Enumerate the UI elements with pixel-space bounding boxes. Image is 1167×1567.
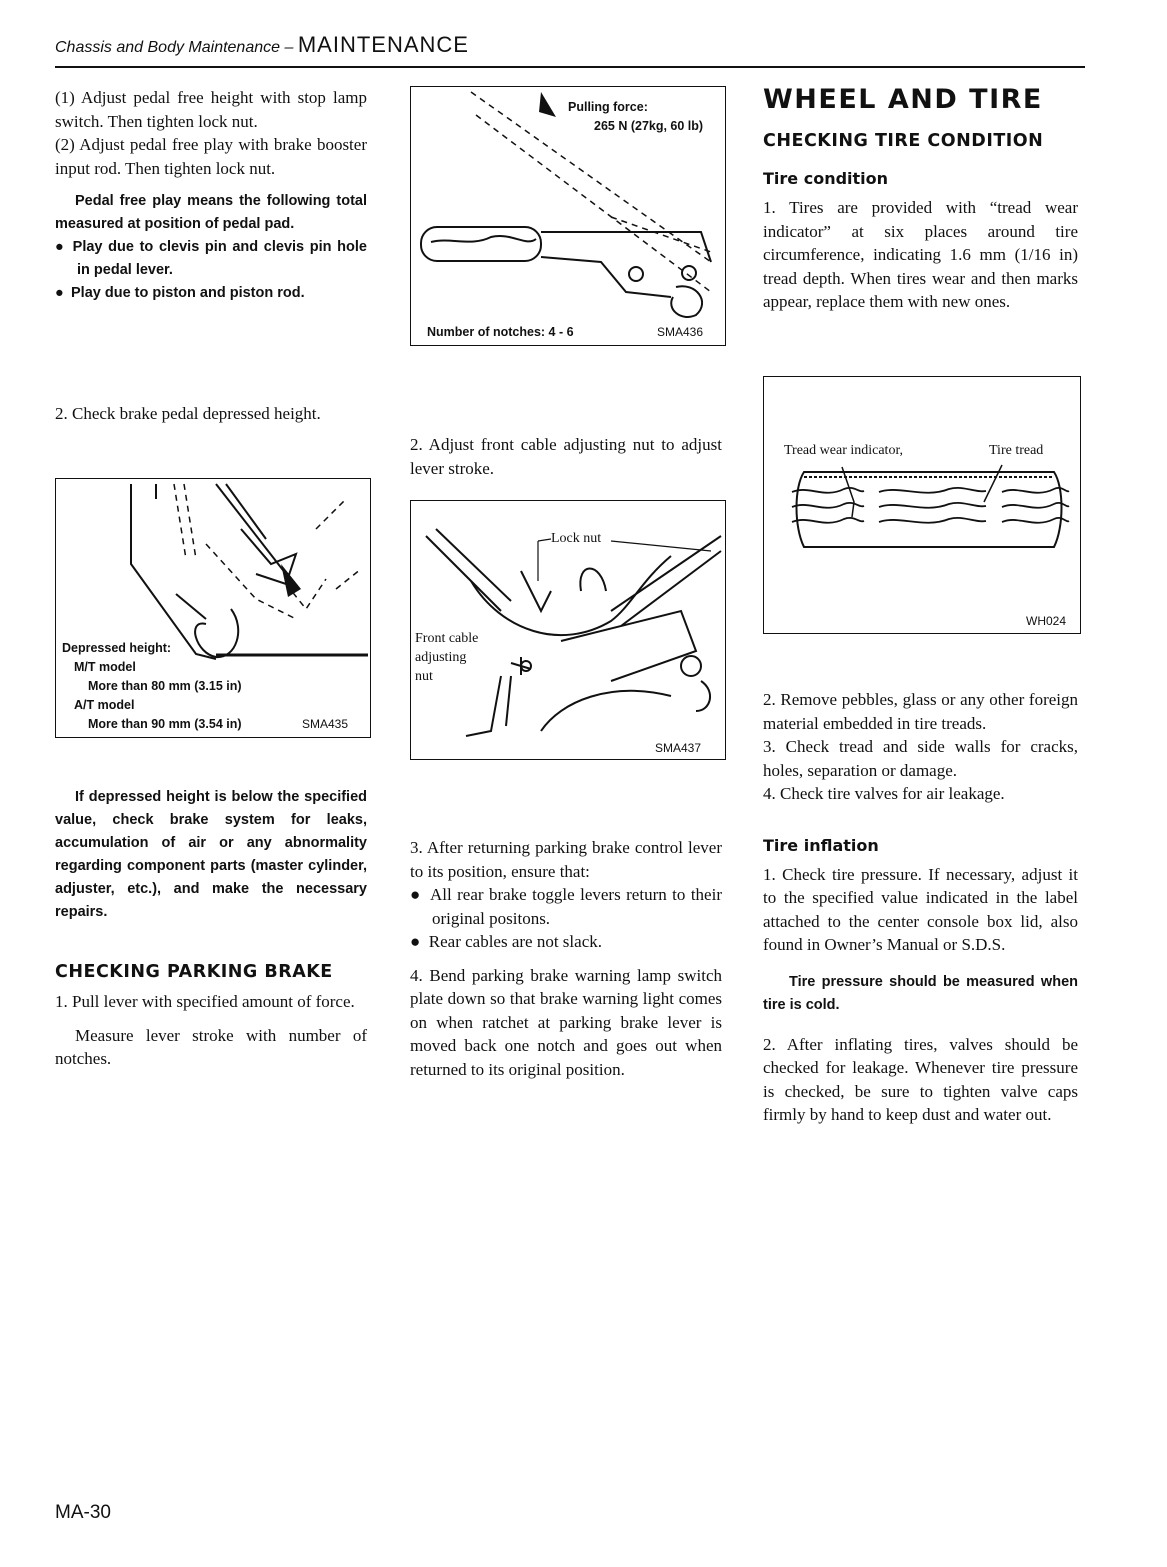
col3-top [763,84,1078,314]
section-title: MAINTENANCE [297,32,469,57]
page-header [55,32,469,58]
col1-step2 [55,402,367,426]
note-tire-cold: Tire pressure should be measured when tire is cold. [763,973,1078,1013]
figure-code-sma435: SMA435 [302,717,349,731]
heading-checking-tire: CHECKING TIRE CONDITION [763,131,1044,151]
bullet-toggle-levers: ● All rear brake toggle levers return to their original positons. [410,885,722,928]
para-pull-lever: 1. Pull lever with specified amount of force. [55,992,355,1011]
label-notches: Number of notches: 4 - 6 [427,325,574,339]
label-nut: nut [415,669,433,684]
label-mt-value: More than 80 mm (3.15 in) [88,679,242,693]
note-depressed-below: If depressed height is below the specified value, check brake system for leaks, accumulation of air or any abnormality regarding component parts (master cylinder, adjuster, etc.), and make the necessary repairs. [55,789,367,920]
figure-pedal-height [55,478,371,738]
para-adjust-front-cable: 2. Adjust front cable adjusting nut to adjust lever stroke. [410,435,722,478]
para-after-inflating: 2. After inflating tires, valves should be checked for leakage. Whenever tire pressure is checked, be sure to tighten valve caps firmly by hand to keep dust and water out. [763,1034,1078,1124]
para-check-depressed: 2. Check brake pedal depressed height. [55,404,321,423]
label-at-model: A/T model [74,698,135,712]
heading-parking-brake: CHECKING PARKING BRAKE [55,962,333,982]
figure-front-cable [410,500,726,760]
label-front-cable: Front cable [415,631,479,646]
para-adjust-free-height: (1) Adjust pedal free height with stop lamp switch. Then tighten lock nut. [55,88,367,131]
label-tire-tread: Tire tread [989,443,1044,458]
para-measure-stroke: Measure lever stroke with number of notches. [55,1025,367,1068]
bullet-piston: ● Play due to piston and piston rod. [55,285,305,301]
figure-lever-stroke [410,86,726,346]
section-name: Chassis and Body Maintenance – [55,39,294,56]
col2-step2 [410,433,722,480]
heading-tire-condition: Tire condition [763,169,889,188]
figure-tire-tread [763,376,1081,634]
para-check-tread: 3. Check tread and side walls for cracks, holes, separation or damage. [763,737,1078,780]
para-bend-switch-plate: 4. Bend parking brake warning lamp switch plate down so that brake warning light comes on when ratchet at parking brake lever is moved back one notch and goes out when returned to its original position. [410,965,722,1079]
heading-wheel-tire: WHEEL AND TIRE [763,84,1043,115]
header-rule [55,66,1085,68]
para-remove-pebbles: 2. Remove pebbles, glass or any other foreign material embedded in tire treads. [763,690,1078,733]
col2-bottom [410,836,722,1081]
label-pulling-force: Pulling force: [568,100,648,114]
para-tread-indicator: 1. Tires are provided with “tread wear indicator” at six places around tire circumference, indicating 1.6 mm (1/16 in) tread depth. When tires wear and then marks appear, replace them with new ones. [763,198,1078,311]
label-depressed-height: Depressed height: [62,641,172,655]
label-adjusting: adjusting [415,650,467,665]
tread-illustration [764,377,1080,633]
label-lock-nut: Lock nut [551,531,602,546]
figure-code-sma436: SMA436 [657,325,704,339]
para-adjust-free-play: (2) Adjust pedal free play with brake booster input rod. Then tighten lock nut. [55,135,367,178]
label-force-value: 265 N (27kg, 60 lb) [594,119,704,133]
page-number: MA-30 [55,1502,111,1523]
figure-code-sma437: SMA437 [655,741,702,755]
label-mt-model: M/T model [74,660,136,674]
figure-code-wh024: WH024 [1026,614,1067,628]
para-check-pressure: 1. Check tire pressure. If necessary, adjust it to the specified value indicated in the label attached to the center console box lid, also found in Owner’s Manual or S.D.S. [763,864,1078,954]
label-at-value: More than 90 mm (3.54 in) [88,717,242,731]
bullet-clevis: ● Play due to clevis pin and clevis pin hole in pedal lever. [55,239,367,278]
para-after-returning: 3. After returning parking brake control lever to its position, ensure that: [410,838,722,881]
bullet-rear-cables: ● Rear cables are not slack. [410,932,602,951]
note-free-play: Pedal free play means the following total measured at position of pedal pad. [55,193,367,232]
heading-tire-inflation: Tire inflation [763,835,879,855]
col1-bottom [55,786,367,1071]
col1-top [55,86,367,305]
label-tread-wear-indicator: Tread wear indicator, [784,443,904,458]
col3-mid [763,688,1078,1127]
para-check-valves: 4. Check tire valves for air leakage. [763,784,1005,803]
